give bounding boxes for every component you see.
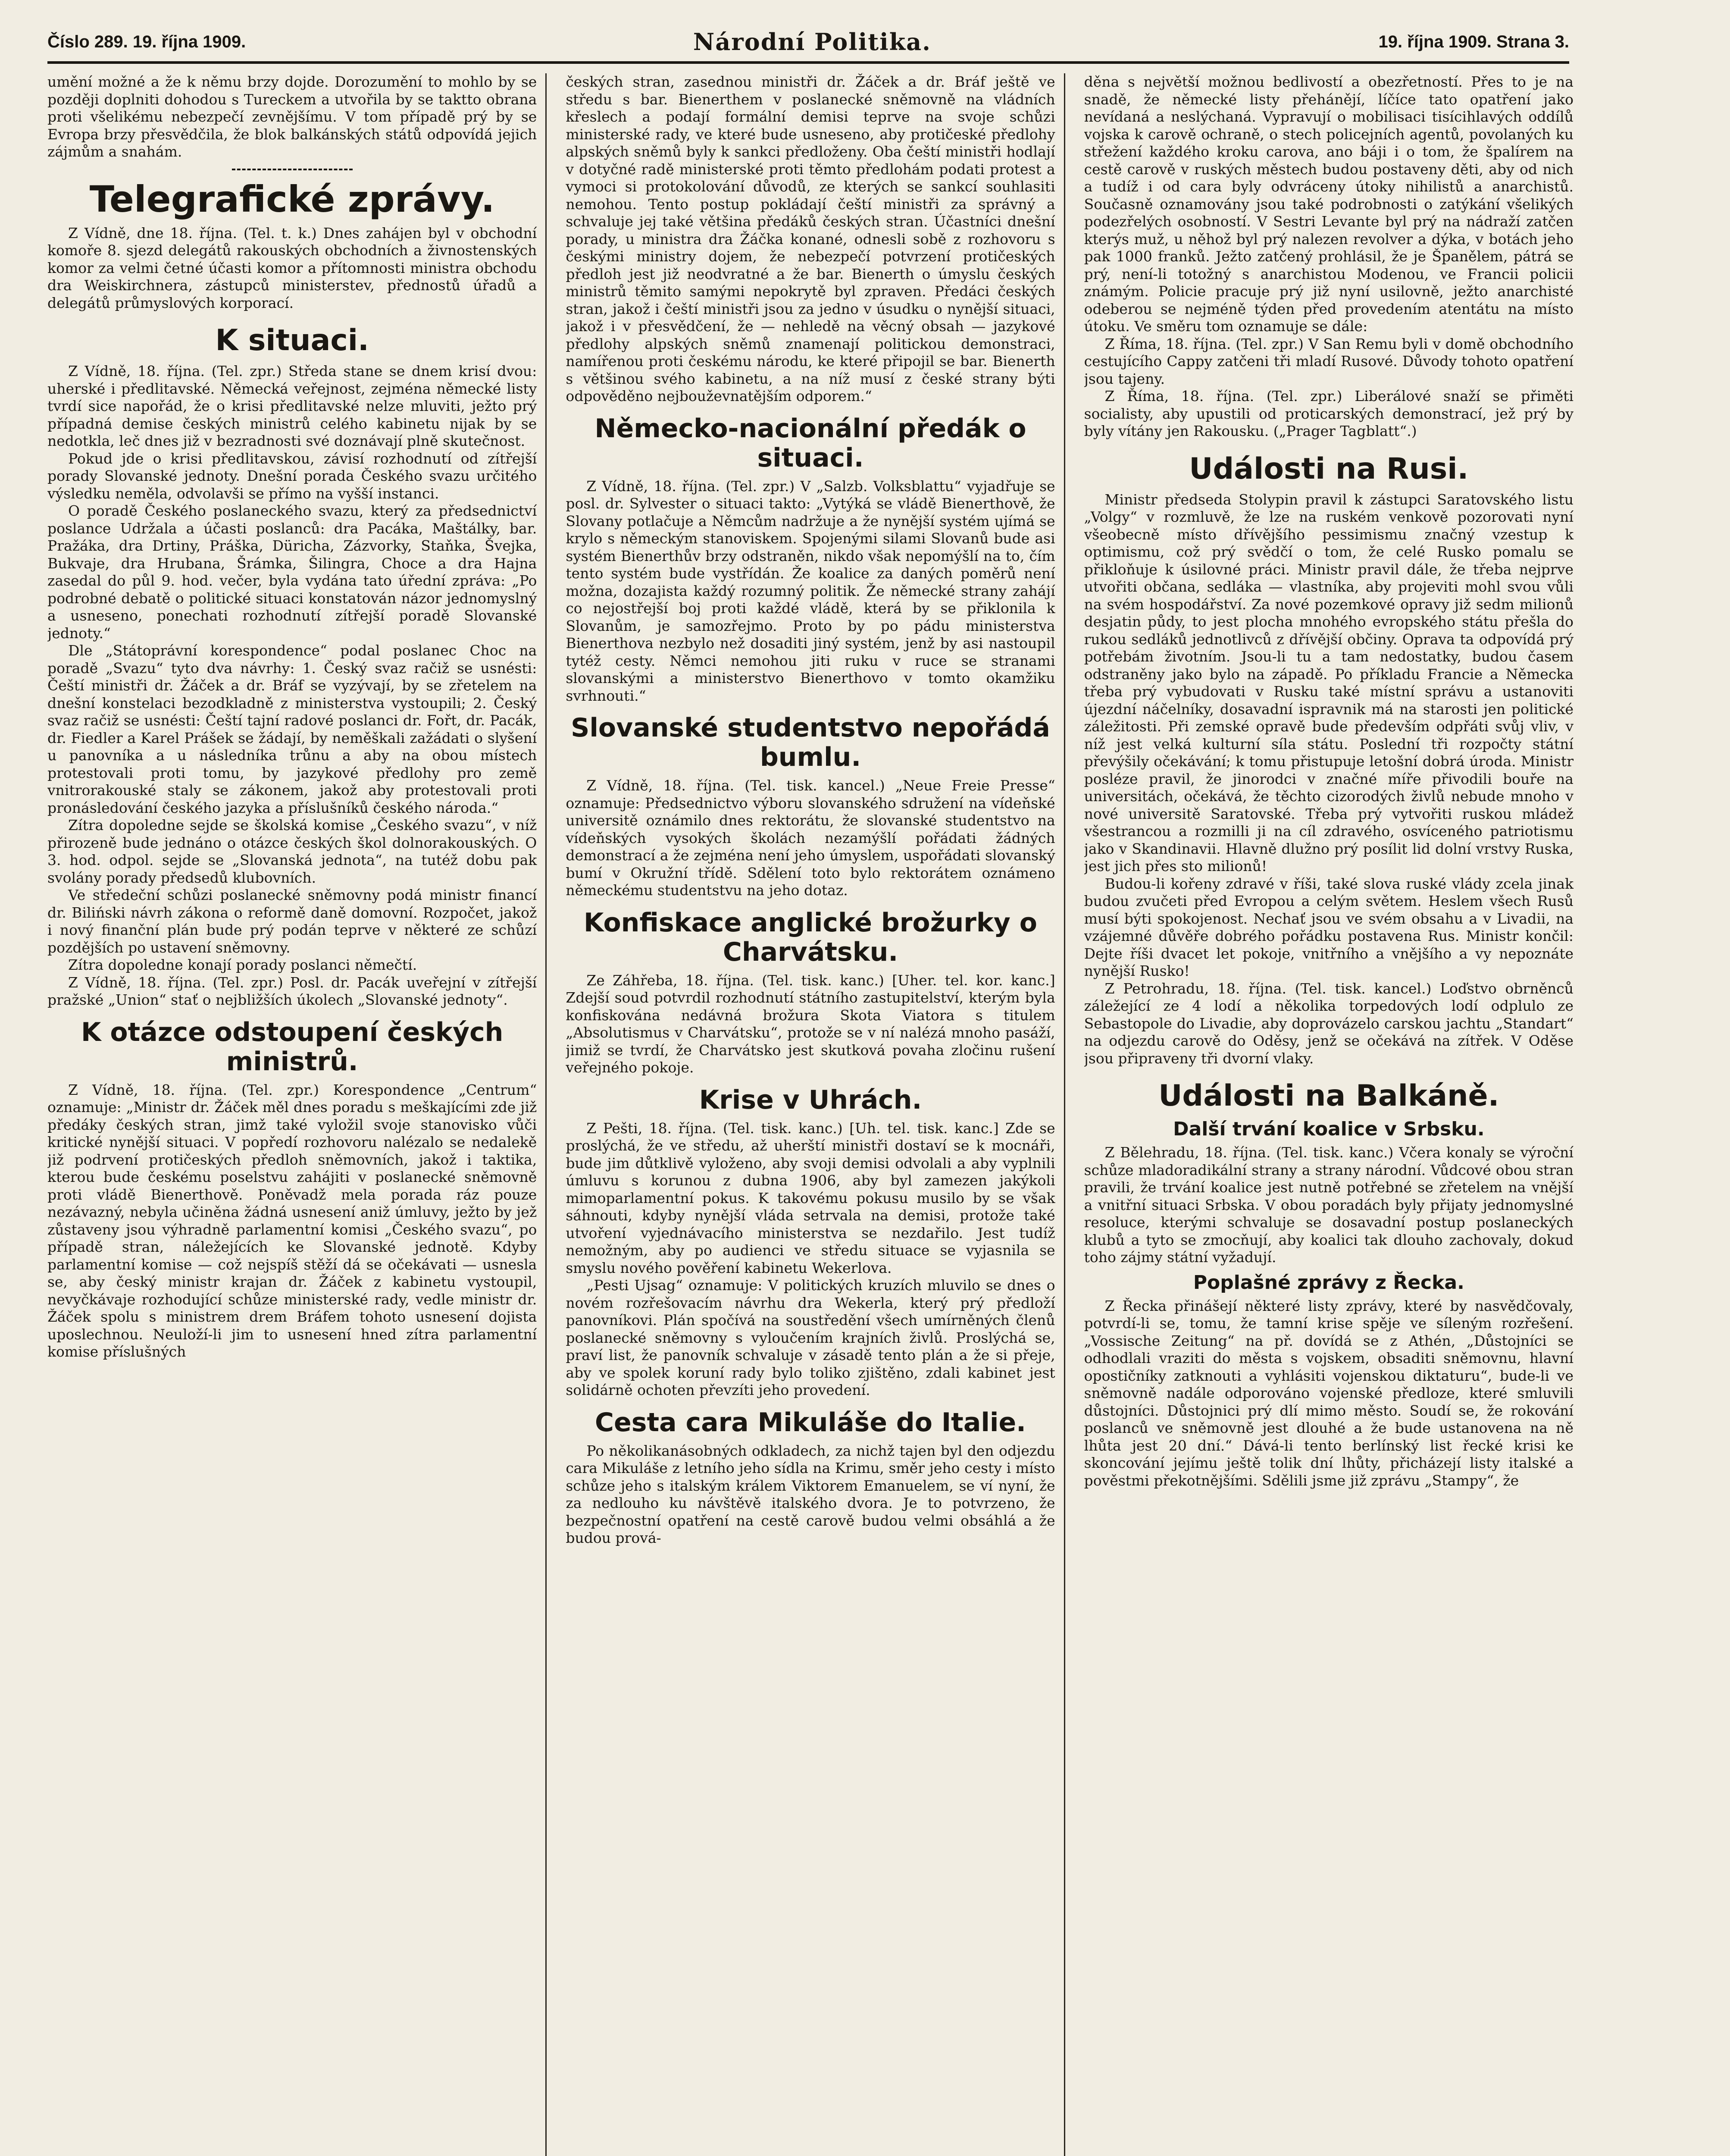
paragraph: Budou-li kořeny zdravé v říši, také slova ruské vlády zcela jinak budou zvučeti před Evropou a celým světem. Heslem všech Rusů musí býti spokojenost. Nechať jsou ve svém obsahu a v Livadii, na vzájemné důvěře dobrého pořádku postavena Rus. Ministr končil: Dejte říši dvacet let pokoje, vnitřního a vnějšího a vy nepoznáte nynější Rusko! — [1084, 875, 1574, 979]
paragraph: Z Vídně, 18. října. (Tel. zpr.) Posl. dr. Pacák uveřejní v zítřejší pražské „Union“ stať o nejbližších úkolech „Slovanské jednoty“. — [47, 974, 537, 1008]
issue-number: Číslo 289. 19. října 1909. — [47, 32, 246, 51]
columns — [47, 73, 1582, 2156]
paragraph: Z Petrohradu, 18. října. (Tel. tisk. kancel.) Loďstvo obrněnců záležející ze 4 lodí a několika torpedových lodí odplulo ze Sebastopole do Livadie, aby doprovázelo carskou jachtu „Standart“ na odjezdu carově do Oděsy, jenž se očekává na zítřek. V Oděse jsou připraveny tři dvorní vlaky. — [1084, 980, 1574, 1067]
paragraph: Z Vídně, 18. října. (Tel. zpr.) Středa stane se dnem krisí dvou: uherské i předlitavské. Německá veřejnost, zejména německé listy tvrdí sice napořád, že o krisi předlitavské nelze mluviti, ježto prý případná demise českých ministrů celého kabinetu nijak by se nedotkla, leč dnes již v bezradnosti své doznávají plně skutečnost. — [47, 363, 537, 449]
paragraph: „Pesti Ujsag“ oznamuje: V politických kruzích mluvilo se dnes o novém rozřešovacím návrhu dra Wekerla, který prý předloží panovníkovi. Plán spočívá na soustředění všech umírněných členů poslanecké sněmovny s vyloučením krajních živlů. Proslýchá se, praví list, že panovník schvaluje v zásadě tento plán a že si přeje, aby ve spolek koruní rady bylo toliko zjištěno, zdali kabinet jest solidárně ochoten převzíti jeho provedení. — [566, 1277, 1055, 1398]
paragraph: děna s největší možnou bedlivostí a obezřetností. Přes to je na snadě, že německé listy přehánějí, líčíce tato opatření jako nevídaná a neslýchaná. Vypravují o mobilisaci tisícihlavých oddílů vojska k carově ochraně, o stech policejních agentů, povolaných ku střežení každého kroku carova, ano báji i o tom, že špalírem na cestě carově v ruských městech budou postaveny děti, aby od nich a tudíž i od cara byly odvráceny útoky nihilistů a anarchistů. Současně oznamovány jsou také podrobnosti o zatýkání všelikých podezřelých osobností. V Sestri Levante byl prý na nádraží zatčen kterýs muž, u něhož byl prý nalezen revolver a dýka, v botách jeho pak 1000 franků. Ježto zatčený prohlásil, že je Španělem, pátrá se prý, není-li totožný s anarchistou Modenou, ve Francii policii známým. Policie pracuje prý již nyní usilovně, ježto anarchisté odeberou se nejméně týden před provedením atentátu na místo útoku. Ve směru tom oznamuje se dále: — [1084, 73, 1574, 335]
paragraph: Z Vídně, dne 18. října. (Tel. t. k.) Dnes zahájen byl v obchodní komoře 8. sjezd delegátů rakouských obchodních a živnostenských komor za velmi četné účasti komor a přítomnosti ministra obchodu dra Weiskirchnera, zástupců ministerstev, přednostů úřadů a delegátů průmyslových korporací. — [47, 224, 537, 311]
section-heading: Telegrafické zprávy. — [89, 178, 495, 220]
article-heading: Německo-nacionální předák o situaci. — [594, 413, 1026, 473]
column-2 — [566, 73, 1065, 2156]
column-1 — [47, 73, 547, 2156]
article-heading: K otázce odstoupení českých ministrů. — [81, 1017, 504, 1077]
paragraph: Zítra dopoledne sejde se školská komise „Českého svazu“, v níž přirozeně bude jednáno o otázce českých škol dolnorakouských. O 3. hod. odpol. sejde se „Slovanská jednota“, na tutéž dobu pak svolány porady předsedů klubovních. — [47, 817, 537, 886]
paragraph: Ve středeční schůzi poslanecké sněmovny podá ministr financí dr. Biliński návrh zákona o reformě daně domovní. Rozpočet, jakož i nový finanční plán bude prý podán teprve v některé ze schůzí pozdějších po ustavení sněmovny. — [47, 887, 537, 956]
paragraph: Z Bělehradu, 18. října. (Tel. tisk. kanc.) Včera konaly se výroční schůze mladoradikální strany a strany národní. Vůdcové obou stran pravili, že trvání koalice jest nutně potřebné se zřetelem na vnější a vnitřní situaci Srbska. V obou poradách byly přijaty jednomyslné resoluce, kterými schvaluje se dosavadní postup poslaneckých klubů a tyto se zmocňují, aby koalici tak dlouho zachovaly, dokud toho zájmy státní vyžadují. — [1084, 1144, 1574, 1266]
paragraph: Z Pešti, 18. října. (Tel. tisk. kanc.) [Uh. tel. tisk. kanc.] Zde se proslýchá, že ve středu, až uherští ministři dostaví se k mocnáři, bude jim důtklivě vyloženo, aby svoji demisi odvolali a aby vyplnili úmluvu s korunou z dubna 1906, aby byl zamezen jakýkoli mimoparlamentní pokus. K takovému pokusu musilo by se však sáhnouti, kdyby nynější vláda setrvala na demisi, protože také utvoření vyjednávacího ministerstva se nezdařilo. Jest tudíž nemožným, aby po audienci ve středu situace se vyjasnila se smyslu nového pověření kabinetu Wekerlova. — [566, 1119, 1055, 1276]
page-header — [47, 22, 1569, 64]
paragraph: českých stran, zasednou ministři dr. Žáček a dr. Bráf ještě ve středu s bar. Bienerthem v poslanecké sněmovně na vládních křeslech a podají formální demisi teprve na svoje schůzi ministerské rady, ve které bude usneseno, aby protičeské předlohy alpských sněmů byly k sankci předloženy. Oba čeští ministři hodlají v dotyčné radě ministerské proti těmto předlohám podati protest a vymoci si protokolování důvodů, ze kterých se sankcí souhlasiti nemohou. Tento postup pokládají čeští ministři za správný a schvaluje jej také většina předáků českých stran. Účastníci dnešní porady, u ministra dra Žáčka konané, odnesli sobě z rozhovoru s českými ministry dojem, že nebezpečí potvrzení protičeských předloh jest již neodvratné a že bar. Bienerth o úmyslu českých ministrů těmito samými nepokrytě byl zpraven. Předáci českých stran, jakož i čeští ministři jsou za jedno v úsudku o nynější situaci, jakož i v přesvědčení, že — nehledě na věcný obsah — jazykové předlohy alpských sněmů znamenají politickou demonstraci, namířenou proti českému národu, ke které připojil se bar. Bienerth s většinou svého kabinetu, a na níž musí z české strany býti odpověděno nejbouževnatějším odporem.“ — [566, 73, 1055, 404]
paragraph: Zítra dopoledne konají porady poslanci němečtí. — [68, 956, 417, 973]
paragraph: Z Vídně, 18. října. (Tel. tisk. kancel.) „Neue Freie Presse“ oznamuje: Předsednictvo výboru slovanského sdružení na vídeňské universitě oznámilo dnes rektorátu, že slovanské studentstvo na vídeňských vysokých školách nezamýšlí pořádati žádných demonstrací a že zejména není jeho úmyslem, uspořádati slovanský bumí v Okružní třídě. Sdělení toto bylo rektorátem oznámeno německému studentstvu na jeho dotaz. — [566, 777, 1055, 899]
masthead-title: Národní Politika. — [693, 28, 931, 56]
paragraph: Ze Záhřeba, 18. října. (Tel. tisk. kanc.) [Uher. tel. kor. kanc.] Zdejší soud potvrdil rozhodnutí státního zastupitelství, kterým byla konfiskována nedávná brožura Skota Viatora s titulem „Absolutismus v Charvátsku“, protože se v ní nalézá mnoho pasáží, jimiž se tvrdí, že Charvátsko jest skutková povaha zločinu rušení veřejného pokoje. — [566, 971, 1055, 1076]
divider — [232, 169, 353, 170]
paragraph: Z Vídně, 18. října. (Tel. zpr.) V „Salzb. Volksblattu“ vyjadřuje se posl. dr. Sylvester o situaci takto: „Vytýká se vládě Bienerthově, že Slovany potlačuje a Němcům nadržuje a že nynější systém ujímá se krylo s německým stanoviskem. Spojenými silami Slovanů bude asi systém Bienerthův brzy odstraněn, nikdo však nepomýšlí na to, čím tento systém bude vystřídán. Že koalice za daných poměrů není možna, dozajista každý rozumný politik. Že německé strany zahájí co nejostřejší boj proti každé vládě, která by se přiklonila k Slovanům, je samozřejmo. Proto by po pádu ministerstva Bienerthova nezbylo než dosaditi jiný systém, jenž by asi nastoupil tytéž cesty. Němci nemohou jiti ruku v ruce se stranami slovanskými a ministerstvo Bienerthovo v tomto okamžiku svrhnouti.“ — [566, 477, 1055, 704]
paragraph: Z Řecka přinášejí některé listy zprávy, které by nasvědčovaly, potvrdí-li se, tomu, že tamní krise spěje ve síleným rozřešení. „Vossische Zeitung“ na př. dovídá se z Athén, „Důstojníci se odhodlali vraziti do města s vojskem, obsaditi sněmovnu, hlavní opostičníky zatknouti a vyhlásiti vojenskou diktaturu“, bude-li ve sněmovně nadále odporováno vojenské předloze, které smluvili důstojníci. Důstojnici prý dlí mimo město. Soudí se, že rokování poslanců ve sněmovně jest dlouhé a že bude ustanovena na ně lhůta jest 20 dní.“ Dává-li tento berlínský list řecké krisi ke skoncování jejímu ještě tolik dní lhůty, přicházejí listy italské a pověstmi překotnějšími. Sdělili jsme již zprávu „Stampy“, že — [1084, 1297, 1574, 1489]
paragraph: O poradě Českého poslaneckého svazu, který za předsednictví poslance Udržala a účasti poslanců: dra Pacáka, Maštálky, bar. Pražáka, dra Drtiny, Práška, Düricha, Zázvorky, Staňka, Švejka, Bukvaje, dra Hrubana, Šrámka, Šilingra, Choce a dra Hajna zasedal do půl 9. hod. večer, byla vydána tato úřední zpráva: „Po podrobné debatě o politické situaci konstatován názor jednomyslný a usneseno, ponechati rozhodnutí zítřejší poradě Slovanské jednoty.“ — [47, 502, 537, 642]
paragraph: Ministr předseda Stolypin pravil k zástupci Saratovského listu „Volgy“ v rozmluvě, že lze na ruském venkově pozorovati nyní všeobecně místo dřívějšího pessimismu značný vzestup k optimismu, což prý svědčí o tom, že celé Rusko pomalu se přikloňuje k úsilovné práci. Ministr pravil dále, že třeba nejprve utvořiti občana, sedláka — vlastníka, aby projeviti mohl svou vůli na svém hospodářství. Za nové pozemkové opravy již sedm milionů desjatin půdy, to jest plocha mnohého evropského státu přešla do rukou sedláků jednotlivců z dřívější občiny. Oprava ta odpovídá prý potřebám životním. Jsou-li tu a tam nedostatky, budou časem odstraněny jako bylo na západě. Po příkladu Francie a Německa třeba prý vybudovati v Rusku také místní správu a ustanoviti újezdní náčelníky, dosavadní ispravnik má na starosti jen politické záležitosti. Při zemské opravě bude především odpřáti svůj vliv, v níž jest velká kulturní síla státu. Poslední tři rozpočty státní převýšily očekávání; k tomu přistupuje letošní dobrá úroda. Ministr posléze pravil, že jinorodci v značné míře přivodili bouře na universitách, očekává, že těchto cizorodých živlů nebude mnoho v nové universitě Saratovské. Třeba prý vytvořiti ruskou mládež všestrancou a rozmilli ji na cíl zdravého, osvíceného patriotismu jako v Skandinavii. Hlavně dlužno prý posílit lid dolní vrstvy Ruska, jest jich přes sto milionů! — [1084, 491, 1574, 874]
article-heading: K situaci. — [215, 323, 369, 357]
article-heading: Krise v Uhrách. — [699, 1084, 922, 1115]
article-heading: Slovanské studentstvo nepořádá bumlu. — [571, 713, 1050, 772]
article-subheading: Poplašné zprávy z Řecka. — [1193, 1271, 1464, 1294]
section-heading: Události na Rusi. — [1189, 451, 1469, 486]
paragraph: Dle „Státoprávní korespondence“ podal poslanec Choc na poradě „Svazu“ tyto dva návrhy: 1. Český svaz račiž se usnésti: Čeští ministři dr. Žáček a dr. Bráf se vyzývají, by se zřetelem na dnešní konstelaci bezodkladně z ministerstva vystoupili; 2. Český svaz račiž se usnésti: Čeští tajní radové poslanci dr. Fořt, dr. Pacák, dr. Fiedler a Karel Prášek se žádají, by neměškali zažádati o slyšení u panovníka a u následníka trůnu a aby na obou místech protestovali proti tomu, by jazykové předlohy pro země vnitrorakouské staly se zákonem, jakož aby protestovali proti pronásledování českého jazyka a příslušníků českého národa.“ — [47, 642, 537, 816]
article-subheading: Další trvání koalice v Srbsku. — [1173, 1118, 1485, 1140]
section-heading: Události na Balkáně. — [1158, 1079, 1499, 1113]
column-3 — [1084, 73, 1582, 2156]
date-and-page: 19. října 1909. Strana 3. — [1378, 32, 1569, 51]
paragraph: Z Říma, 18. října. (Tel. zpr.) Liberálové snaží se přiměti socialisty, aby upustili od proticarských demonstrací, jež prý by byly vítány jen Rakousku. („Prager Tagblatt“.) — [1084, 388, 1574, 439]
article-heading: Konfiskace anglické brožurky o Charvátsku. — [584, 907, 1037, 967]
paragraph: umění možné a že k němu brzy dojde. Dorozumění to mohlo by se později doplniti dohodou s Tureckem a utvořila by se taktto obrana proti všelikému nebezpečí zevnějšímu. V tom případě prý by se Evropa brzy přesvědčila, že blok balkánských států odpovídá jejich zájmům a snahám. — [47, 73, 537, 160]
paragraph: Z Vídně, 18. října. (Tel. zpr.) Korespondence „Centrum“ oznamuje: „Ministr dr. Žáček měl dnes poradu s meškajícími zde již předáky českých stran, jimž také vyložil svoje stanovisko vůči kritické nynější situaci. V popředí rozhovoru nalézalo se nedalekě již podrvení protičeských předloh sněmovních, jakož i taktika, kterou bude českému poselstvu zahájiti v poslanecké sněmovně proti vládě Bienerthově. Poněvadž mela porada ráz pouze nezávazný, nebyla učiněna žádná usnesení aniž úmluvy, ježto by jež zůstaveny jsou výhradně parlamentní komisi „Českého svazu“, po případě stran, náležejících ke Slovanské jednotě. Kdyby parlamentní komise — což nejspíš stěží dá se očekávati — usnesla se, aby český ministr krajan dr. Žáček z kabinetu vystoupil, nevyčkávaje rozhodující schůze ministerské rady, vedle ministr dr. Žáček spolu s ministrem drem Bráfem tohoto usnesení dojista uposlechnou. Neuloží-li jim to usnesení hned zítra parlamentní komise příslušných — [47, 1081, 537, 1360]
paragraph: Po několikanásobných odkladech, za nichž tajen byl den odjezdu cara Mikuláše z letního jeho sídla na Krimu, směr jeho cesty i místo schůze jeho s italským králem Viktorem Emanuelem, se ví nyní, že za nedlouho ku návštěvě italského dvora. Je to potvrzeno, že bezpečnostní opatření na cestě carově budou velmi obsáhlá a že budou prová- — [566, 1442, 1055, 1546]
paragraph: Pokud jde o krisi předlitavskou, závisí rozhodnutí od zítřejší porady Slovanské jednoty. Dnešní porada Českého svazu určitého výsledku neměla, odvolavši se přímo na vyšší instanci. — [47, 450, 537, 502]
article-heading: Cesta cara Mikuláše do Italie. — [595, 1407, 1026, 1438]
paragraph: Z Říma, 18. října. (Tel. zpr.) V San Remu byli v domě obchodního cestujícího Cappy zatčeni tři mladí Rusové. Důvody tohoto opatření jsou tajeny. — [1084, 335, 1574, 387]
